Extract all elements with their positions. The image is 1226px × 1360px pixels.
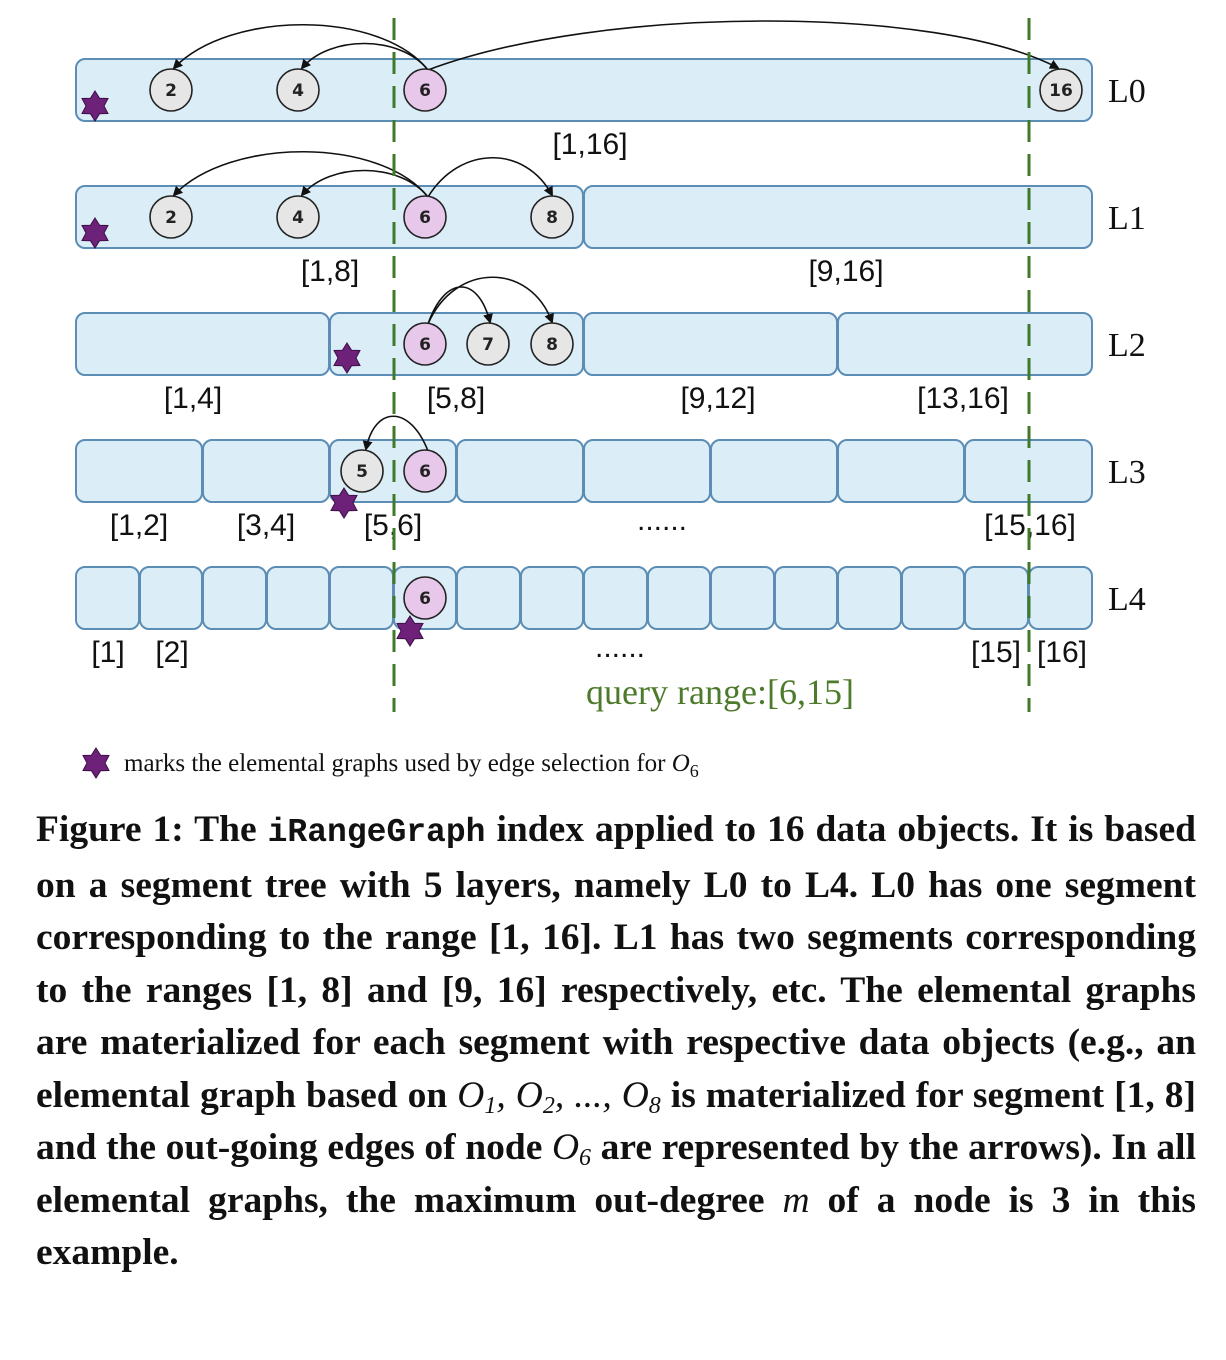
layer-l4 xyxy=(76,567,1146,669)
layer-label-l1: L1 xyxy=(1108,200,1146,237)
segment-l3-7 xyxy=(838,440,964,502)
node-l3-5 xyxy=(341,450,383,492)
segment-l4-14 xyxy=(902,567,964,629)
node-l4-6 xyxy=(404,577,446,619)
node-l1-4 xyxy=(277,196,319,238)
layer-l3 xyxy=(76,440,1146,542)
svg-text:6: 6 xyxy=(419,335,431,355)
segment-l3-2 xyxy=(203,440,329,502)
segment-l0-1 xyxy=(76,59,1092,121)
svg-text:8: 8 xyxy=(546,208,558,228)
svg-text:2: 2 xyxy=(165,208,177,228)
svg-text:8: 8 xyxy=(546,335,558,355)
segment-l4-13 xyxy=(838,567,901,629)
layer-l1 xyxy=(76,186,1146,288)
segment-l4-1 xyxy=(76,567,139,629)
svg-text:2: 2 xyxy=(165,81,177,101)
node-l1-6 xyxy=(404,196,446,238)
range-label-l4-2: [2] xyxy=(155,636,189,669)
node-l0-4 xyxy=(277,69,319,111)
figure-caption: Figure 1: The iRangeGraph index applied to 16 data objects. It is based on a segment tree with 5 layers, namely L0 to L4. L0 has one segment corresponding to the range [1, 16]. L1 has two segments corresponding to the ranges [1, 8] and [9, 16] respectively, etc. The elemental graphs are materialized for each segment with respective data objects (e.g., an elemental graph based on $O_1$, $O_2$, ..., $O_8$ is materialized for segment [1, 8] and the out-going edges of node $O_6$ are represented by the arrows). In all elemental graphs, the maximum out-degree m of a node is 3 in this example. xyxy=(36,809,1196,1273)
svg-text:6: 6 xyxy=(419,589,431,609)
range-label-l3-3: [5,6] xyxy=(363,509,423,542)
layer-label-l2: L2 xyxy=(1108,327,1146,364)
node-l3-6 xyxy=(404,450,446,492)
node-l2-7 xyxy=(467,323,509,365)
segment-l3-6 xyxy=(711,440,837,502)
svg-text:4: 4 xyxy=(292,81,304,101)
range-ellipsis-l4: ...... xyxy=(594,631,646,664)
legend-star-icon xyxy=(83,748,109,778)
svg-text:6: 6 xyxy=(419,462,431,482)
range-label-l1-2: [9,16] xyxy=(808,255,884,288)
segment-l4-4 xyxy=(267,567,329,629)
legend-text: marks the elemental graphs used by edge selection for $O_6$ xyxy=(124,750,699,781)
node-l0-6 xyxy=(404,69,446,111)
segment-l2-4 xyxy=(838,313,1092,375)
query-range-label: query range:[6,15] xyxy=(586,672,854,712)
range-label-l4-1: [1] xyxy=(91,636,125,669)
segment-l4-11 xyxy=(711,567,774,629)
range-label-l4-16: [16] xyxy=(1036,636,1088,669)
range-label-l2-2: [5,8] xyxy=(426,382,486,415)
segment-l4-2 xyxy=(140,567,202,629)
range-label-l2-4: [13,16] xyxy=(917,382,1009,415)
segment-l4-5 xyxy=(330,567,393,629)
layer-label-l4: L4 xyxy=(1108,581,1146,618)
segment-l4-3 xyxy=(203,567,266,629)
segment-l2-1 xyxy=(76,313,329,375)
node-l1-8 xyxy=(531,196,573,238)
node-l2-8 xyxy=(531,323,573,365)
segment-l4-16 xyxy=(1029,567,1092,629)
svg-text:16: 16 xyxy=(1049,81,1073,101)
svg-text:4: 4 xyxy=(292,208,304,228)
svg-text:6: 6 xyxy=(419,208,431,228)
range-ellipsis-l3: ...... xyxy=(636,504,688,537)
svg-text:5: 5 xyxy=(356,462,368,482)
segment-l4-12 xyxy=(775,567,837,629)
svg-text:7: 7 xyxy=(482,335,494,355)
layer-label-l0: L0 xyxy=(1108,73,1146,110)
range-label-l4-15: [15] xyxy=(970,636,1022,669)
legend xyxy=(83,748,699,781)
range-label-l3-8: [15,16] xyxy=(984,509,1076,542)
range-label-l0-1: [1,16] xyxy=(552,128,628,161)
segment-l1-2 xyxy=(584,186,1092,248)
segment-l3-4 xyxy=(457,440,583,502)
node-l0-16 xyxy=(1040,69,1082,111)
segment-l3-5 xyxy=(584,440,710,502)
segment-l4-15 xyxy=(965,567,1028,629)
node-l1-2 xyxy=(150,196,192,238)
layer-label-l3: L3 xyxy=(1108,454,1146,491)
segment-l4-9 xyxy=(584,567,647,629)
range-label-l3-2: [3,4] xyxy=(236,509,296,542)
segment-l4-8 xyxy=(521,567,583,629)
range-label-l3-1: [1,2] xyxy=(109,509,169,542)
node-l2-6 xyxy=(404,323,446,365)
range-label-l1-1: [1,8] xyxy=(300,255,360,288)
range-label-l2-1: [1,4] xyxy=(163,382,223,415)
range-label-l2-3: [9,12] xyxy=(680,382,756,415)
layer-l2 xyxy=(76,313,1146,415)
segment-l4-10 xyxy=(648,567,710,629)
svg-text:6: 6 xyxy=(419,81,431,101)
node-l0-2 xyxy=(150,69,192,111)
segment-l3-1 xyxy=(76,440,202,502)
segment-l2-3 xyxy=(584,313,837,375)
layer-l0 xyxy=(76,59,1146,161)
segment-l4-7 xyxy=(457,567,520,629)
